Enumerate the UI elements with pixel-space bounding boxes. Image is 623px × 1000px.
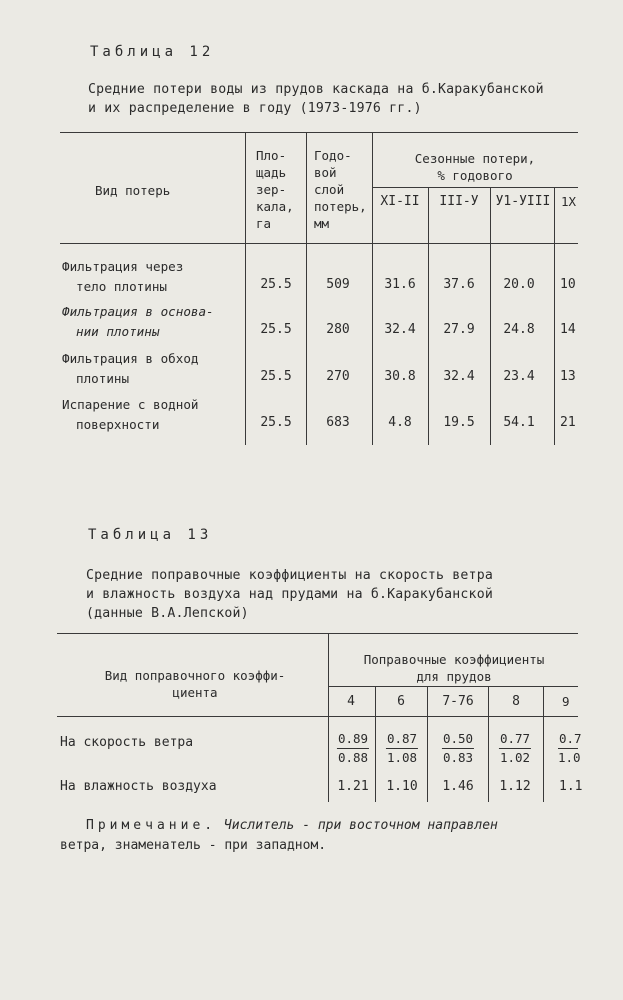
table12-header-area: Пло- щадь зер- кала, га [256,148,294,231]
table12-cell: 509 [326,277,350,292]
table13-row-label-wind: На скорость ветра [60,735,194,750]
note-word: Примечание. [86,818,217,833]
table12-cell: 4.8 [388,415,412,430]
table13-title-line3: (данные В.А.Лепской) [86,606,249,621]
table12-period: III-У [439,194,479,209]
table13-fraction: $\frac{0.77}{1.02}$ [499,731,531,765]
table12-seasonal-rule [372,187,578,188]
note-line1 [86,818,498,833]
table12-title-line2: и их распределение в году (1973-1976 гг.) [88,101,422,116]
table12-row-label: Фильтрация через тело плотины [62,259,184,294]
table13-col-divider [543,687,544,802]
table13-top-rule [57,633,578,634]
table13-cell: 1.21 [337,779,369,794]
table12-row-label: Фильтрация в обход плотины [62,351,199,386]
table12-cell: 31.6 [384,277,416,292]
table13-header-group: Поправочные коэффициенты для прудов [363,652,545,684]
table13-col-divider [488,687,489,802]
table12-cell: 14 [560,322,576,337]
table12-cell: 280 [326,322,350,337]
table12-col-divider [554,188,555,445]
table12-col-divider [428,188,429,445]
table12-col-divider [245,133,246,445]
table13-header-rule [57,716,578,717]
table12-top-rule [60,132,578,133]
table12-cell: 25.5 [260,322,292,337]
table12-cell: 10 [560,277,576,292]
table12-col-divider [306,133,307,445]
table13-cell: 1.46 [442,779,474,794]
table13-pond: 4 [347,694,355,709]
table12-cell: 19.5 [443,415,475,430]
table13-cell: 1.10 [386,779,418,794]
table13-fraction: $\frac{0.50}{0.83}$ [442,731,474,765]
table12-cell: 54.1 [503,415,535,430]
table12-period: 1X [561,194,577,209]
table13-fraction: $\frac{0.89}{0.88}$ [337,731,369,765]
table12-cell: 32.4 [443,369,475,384]
note-text1: Числитель - при восточном направлен [223,818,498,833]
table13-cell: 1.12 [499,779,531,794]
table12-header-kind: Вид потерь [95,183,171,198]
table12-cell: 13 [560,369,576,384]
table12-period: XI-II [380,194,420,209]
table12-period: У1-УIII [495,194,551,209]
table12-row-label: Испарение с водной поверхности [62,397,199,432]
table12-cell: 25.5 [260,369,292,384]
table12-header-layer: Годо- вой слой потерь, мм [314,148,367,231]
note-line2: ветра, знаменатель - при западном. [60,838,327,853]
table13-fraction: $\frac{0.87}{1.08}$ [386,731,418,765]
table12-cell: 23.4 [503,369,535,384]
table12-cell: 27.9 [443,322,475,337]
table13-fraction: $\frac{0.7}{1.0}$ [558,731,582,765]
table13-col-divider [328,634,329,802]
table13-row-label-humidity: На влажность воздуха [60,779,217,794]
table12-cell: 20.0 [503,277,535,292]
table12-col-divider [490,188,491,445]
table12-cell: 25.5 [260,277,292,292]
table13-pond: 8 [512,694,520,709]
table12-cell: 25.5 [260,415,292,430]
table12-cell: 32.4 [384,322,416,337]
table12-header-seasonal: Сезонные потери, % годового [414,151,536,183]
table12-caption: Таблица 12 [90,44,215,60]
table13-caption: Таблица 13 [88,527,213,543]
table12-col-divider [372,133,373,445]
table13-pond: 9 [562,694,570,709]
table12-cell: 24.8 [503,322,535,337]
table13-pond: 6 [397,694,405,709]
table13-col-divider [427,687,428,802]
table13-pond: 7-76 [442,694,474,709]
table13-col-divider [375,687,376,802]
table12-cell: 270 [326,369,350,384]
table13-cell: 1.1 [559,779,583,794]
table13-group-rule [328,686,578,687]
table12-cell: 21 [560,415,576,430]
table13-header-kind: Вид поправочного коэффи- циента [104,668,286,700]
table12-header-rule [60,243,578,244]
table12-cell: 683 [326,415,350,430]
table12-cell: 37.6 [443,277,475,292]
table12-row-label: Фильтрация в основа- нии плотины [62,304,214,339]
table12-title-line1: Средние потери воды из прудов каскада на б.Каракубанской [88,82,544,97]
table13-title-line2: и влажность воздуха над прудами на б.Каракубанской [86,587,493,602]
table13-title-line1: Средние поправочные коэффициенты на скорость ветра [86,568,493,583]
table12-cell: 30.8 [384,369,416,384]
